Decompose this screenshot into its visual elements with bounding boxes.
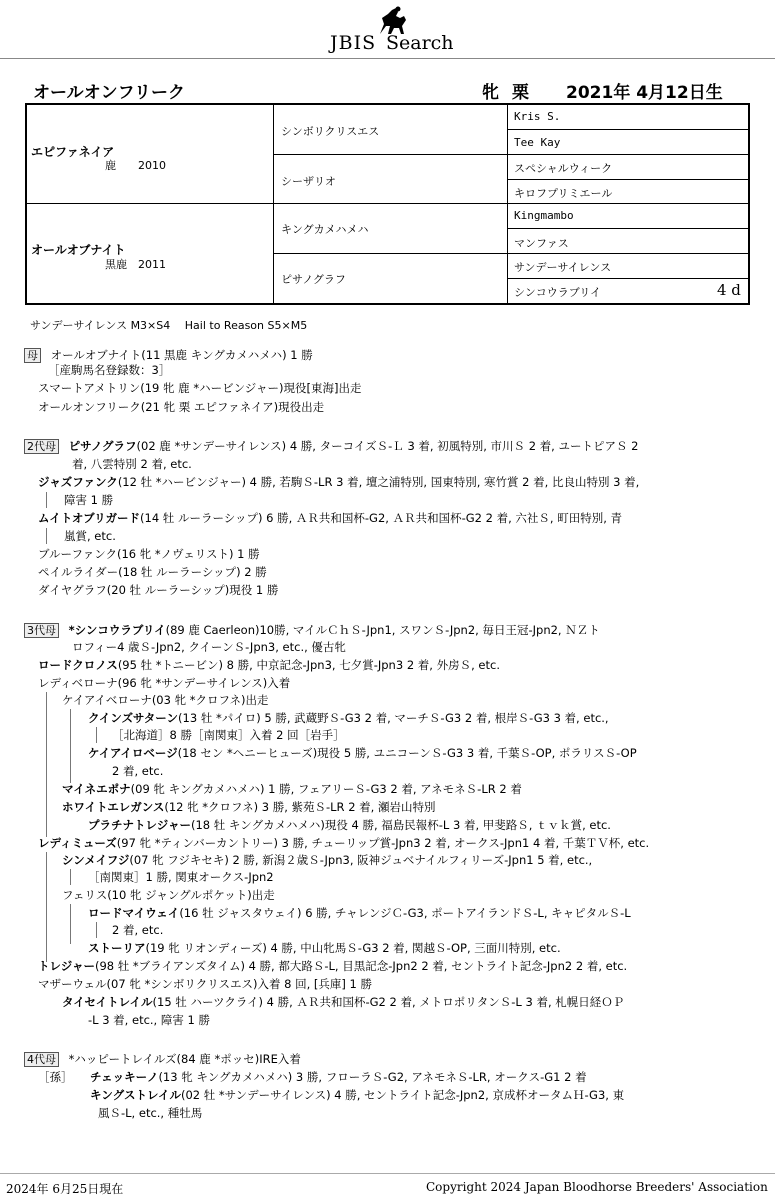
sds[interactable]: スペシャルウィーク (514, 162, 613, 175)
gen3-line: ロードクロノス(95 牡 *トニービン) 8 勝, 中京記念-Jpn3, 七夕賞-Jpn3 2 着, 外房Ｓ, etc. (38, 658, 500, 672)
gen3-line: ホワイトエレガンス(12 牝 *クロフネ) 3 勝, 紫苑Ｓ-LR 2 着, 瀬岩山特別 (62, 800, 436, 814)
gen2-label: 2代母 (24, 439, 59, 454)
gen3-line: 3代母 *シンコウラブリイ(89 鹿 Caerleon)10勝, マイルＣｈＳ-Jpn1, スワンＳ-Jpn2, 毎日王冠-Jpn2, ＮＺト (24, 622, 600, 638)
gen3-line: フェリス(10 牝 ジャングルポケット)出走 (62, 888, 275, 902)
horse-color: 栗 (512, 83, 529, 103)
ddd[interactable]: シンコウラブリイ (514, 286, 601, 299)
inbreeding: サンデーサイレンス M3×S4 Hail to Reason S5×M5 (30, 319, 308, 332)
gen3-label: 3代母 (24, 623, 59, 638)
dam-label: 母 (24, 348, 41, 363)
header-divider (0, 58, 775, 59)
dam-sire[interactable]: キングカメハメハ (281, 223, 369, 236)
dam-name[interactable]: オールオブナイト (31, 243, 126, 257)
dds[interactable]: サンデーサイレンス (514, 261, 612, 274)
gen3-line: 2 着, etc. (112, 923, 164, 937)
gen3-line: 2 着, etc. (112, 764, 164, 778)
sire-name[interactable]: エピファネイア (31, 145, 115, 159)
gen3-line: ストーリア(19 牝 リオンディーズ) 4 勝, 中山牝馬Ｓ-G3 2 着, 関越Ｓ-OP, 三面川特別, etc. (88, 941, 561, 955)
gen3-line: シンメイフジ(07 牝 フジキセキ) 2 勝, 新潟２歳Ｓ-Jpn3, 阪神ジュベナイルフィリーズ-Jpn1 5 着, etc., (62, 853, 593, 867)
gen2-line: ペイルライダー(18 牡 ルーラーシップ) 2 勝 (38, 565, 267, 579)
dam-count: ［産駒馬名登録数：3］ (48, 363, 171, 377)
sdd[interactable]: キロフプリミエール (514, 187, 613, 200)
gen2-line: ダイヤグラフ(20 牡 ルーラーシップ)現役 1 勝 (38, 583, 279, 597)
gen3-line: ロードマイウェイ(16 牡 ジャスタウェイ) 6 勝, チャレンジＣ-G3, ポートアイランドＳ-L, キャピタルＳ-L (88, 906, 631, 920)
horse-name: オールオンフリーク (33, 83, 185, 103)
ssd[interactable]: Tee Kay (514, 136, 561, 149)
gen2-line: 嵐賞, etc. (64, 529, 116, 543)
gen3-line: ケイアイベローナ(03 牝 *クロフネ)出走 (62, 693, 269, 707)
gen2-line: 着, 八雲特別 2 着, etc. (72, 457, 192, 471)
gen4-line: 4代母 *ハッピートレイルズ(84 鹿 *ポッセ)IRE入着 (24, 1051, 301, 1067)
gen3-line: ［北海道］8 勝［南関東］入着 2 回［岩手］ (112, 728, 345, 742)
dam-section-head (24, 347, 313, 363)
horse-birth: 2021年 4月12日生 (566, 83, 723, 103)
logo-search-text: Search (386, 32, 454, 54)
gen3-line: ［南関東］1 勝, 関東オークス-Jpn2 (88, 870, 274, 884)
gen3-line: レディベローナ(96 牝 *サンデーサイレンス)入着 (38, 676, 291, 690)
dsd[interactable]: マンファス (514, 237, 569, 250)
gen3-line: マイネエポナ(09 牝 キングカメハメハ) 1 勝, フェアリーＳ-G3 2 着, アネモネＳ-LR 2 着 (62, 782, 522, 796)
gen3-line: プラチナトレジャー(18 牡 キングカメハメハ)現役 4 勝, 福島民報杯-L 3 着, 甲斐路Ｓ, ｔｖｋ賞, etc. (88, 818, 611, 832)
sire-sire[interactable]: シンボリクリスエス (281, 125, 380, 138)
jbis-search-logo[interactable] (330, 6, 460, 54)
gen2-line: 2代母 ピサノグラフ(02 鹿 *サンデーサイレンス) 4 勝, ターコイズＳ-Ｌ 3 着, 初風特別, 市川Ｓ 2 着, ユートピアＳ 2 (24, 438, 638, 454)
gen3-line: タイセイトレイル(15 牡 ハーツクライ) 4 勝, ＡＲ共和国杯-G2 2 着, メトロポリタンＳ-L 3 着, 札幌日経ＯＰ (62, 995, 625, 1009)
dam-head: オールオブナイト(11 黒鹿 キングカメハメハ) 1 勝 (50, 348, 313, 362)
logo-jbis-text: JBIS (330, 32, 377, 54)
family-number: 4 d (717, 281, 741, 299)
gen4-line: チェッキーノ(13 牝 キングカメハメハ) 3 勝, フローラＳ-G2, アネモネＳ-LR, オークス-G1 2 着 (90, 1070, 587, 1084)
gen3-line: トレジャー(98 牡 *ブライアンズタイム) 4 勝, 都大路Ｓ-L, 目黒記念-Jpn2 2 着, セントライト記念-Jpn2 2 着, etc. (38, 959, 628, 973)
dss[interactable]: Kingmambo (514, 209, 574, 222)
gen2-line: ムイトオブリガード(14 牡 ルーラーシップ) 6 勝, ＡＲ共和国杯-G2, ＡＲ共和国杯-G2 2 着, 六社Ｓ, 町田特別, 青 (38, 511, 623, 525)
pedigree-table (25, 103, 750, 305)
gen2-line: ジャズファンク(12 牡 *ハービンジャー) 4 勝, 若駒Ｓ-LR 3 着, 壇之浦特別, 国東特別, 寒竹賞 2 着, 比良山特別 3 着, (38, 475, 640, 489)
sss[interactable]: Kris S. (514, 110, 561, 123)
gen3-line: マザーウェル(07 牝 *シンボリクリスエス)入着 8 回, [兵庫] 1 勝 (38, 977, 372, 991)
gen4-grandson-label: ［孫］ (38, 1070, 73, 1084)
dam-detail: 黒鹿 2011 (105, 258, 166, 271)
gen2-line: ブルーファンク(16 牝 *ノヴェリスト) 1 勝 (38, 547, 260, 561)
sire-dam[interactable]: シーザリオ (281, 175, 336, 188)
gen3-line: ロフィー4 歳Ｓ-Jpn2, クイーンＳ-Jpn3, etc., 優古牝 (72, 640, 346, 654)
gen3-line: クインズサターン(13 牡 *パイロ) 5 勝, 武蔵野Ｓ-G3 2 着, マーチＳ-G3 2 着, 根岸Ｓ-G3 3 着, etc., (88, 711, 609, 725)
gen3-line: -L 3 着, etc., 障害 1 勝 (88, 1013, 210, 1027)
gen4-label: 4代母 (24, 1052, 59, 1067)
dam-item: オールオンフリーク(21 牝 栗 エピファネイア)現役出走 (38, 400, 325, 414)
gen3-line: ケイアイロベージ(18 セン *ヘニーヒューズ)現役 5 勝, ユニコーンＳ-G3 3 着, 千葉Ｓ-OP, ポラリスＳ-OP (88, 746, 637, 760)
dam-dam[interactable]: ピサノグラフ (281, 273, 346, 286)
gen3-line: レディミューズ(97 牝 *ティンバーカントリー) 3 勝, チューリップ賞-Jpn3 2 着, オークス-Jpn1 4 着, 千葉ＴＶ杯, etc. (38, 836, 650, 850)
footer-divider (0, 1173, 775, 1174)
footer-date: 2024年 6月25日現在 (6, 1182, 124, 1196)
footer-copyright: Copyright 2024 Japan Bloodhorse Breeders' Association (426, 1180, 768, 1194)
gen4-line: 風Ｓ-L, etc., 種牡馬 (98, 1106, 203, 1120)
dam-item: スマートアメトリン(19 牝 鹿 *ハービンジャー)現役[東海]出走 (38, 381, 362, 395)
gen2-line: 障害 1 勝 (64, 493, 114, 507)
horse-sex: 牝 (482, 83, 499, 103)
sire-detail: 鹿 2010 (105, 159, 166, 172)
gen4-line: キングストレイル(02 牡 *サンデーサイレンス) 4 勝, セントライト記念-Jpn2, 京成杯オータムＨ-G3, 東 (90, 1088, 625, 1102)
